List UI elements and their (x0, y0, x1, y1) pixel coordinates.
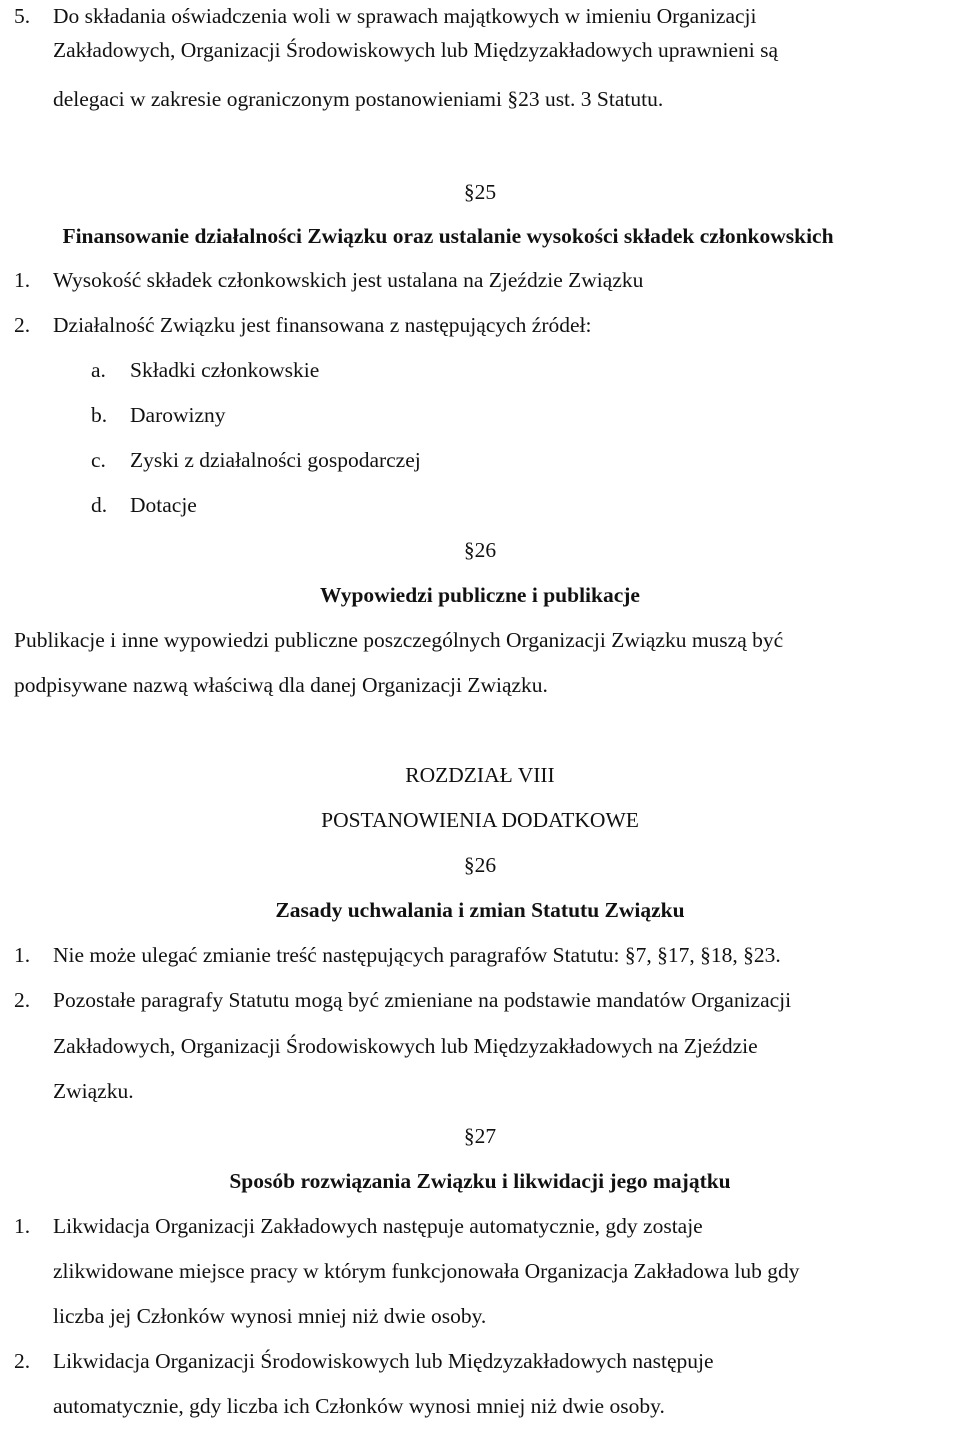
list-number: 1. (14, 268, 31, 292)
paragraph-line: Publikacje i inne wypowiedzi publiczne poszczególnych Organizacji Związku muszą być (14, 628, 784, 652)
list-subitem-text: Zyski z działalności gospodarczej (130, 448, 421, 472)
list-subitem-text: Darowizny (130, 403, 226, 427)
list-subitem-text: Składki członkowskie (130, 358, 320, 382)
list-item-text: Nie może ulegać zmianie treść następujących paragrafów Statutu: §7, §17, §18, §23. (53, 943, 781, 967)
list-letter: a. (91, 358, 106, 382)
list-item-text: Likwidacja Organizacji Zakładowych następuje automatycznie, gdy zostaje (53, 1214, 703, 1238)
list-letter: c. (91, 448, 106, 472)
list-number: 2. (14, 313, 31, 337)
paragraph-line: delegaci w zakresie ograniczonym postanowieniami §23 ust. 3 Statutu. (53, 87, 664, 111)
paragraph-line: Zakładowych, Organizacji Środowiskowych lub Międzyzakładowych uprawnieni są (53, 38, 779, 62)
chapter-subtitle: POSTANOWIENIA DODATKOWE (321, 808, 639, 832)
list-number: 2. (14, 1349, 31, 1373)
section-number: §27 (463, 1124, 497, 1148)
list-number: 1. (14, 943, 31, 967)
list-item-text: Zakładowych, Organizacji Środowiskowych lub Międzyzakładowych na Zjeździe (53, 1034, 758, 1058)
list-letter: b. (91, 403, 108, 427)
list-item-text: Pozostałe paragrafy Statutu mogą być zmieniane na podstawie mandatów Organizacji (53, 988, 792, 1012)
list-number: 1. (14, 1214, 31, 1238)
list-item-text: automatycznie, gdy liczba ich Członków wynosi mniej niż dwie osoby. (53, 1394, 665, 1418)
paragraph-line: Do składania oświadczenia woli w sprawach majątkowych w imieniu Organizacji (53, 4, 757, 28)
list-item-text: liczba jej Członków wynosi mniej niż dwie osoby. (53, 1304, 487, 1328)
list-item-text: Związku. (53, 1079, 134, 1103)
section-number: §26 (463, 853, 497, 877)
list-subitem-text: Dotacje (130, 493, 197, 517)
section-heading: Wypowiedzi publiczne i publikacje (320, 583, 640, 607)
paragraph-line: podpisywane nazwą właściwą dla danej Organizacji Związku. (14, 673, 548, 697)
list-item-text: zlikwidowane miejsce pracy w którym funkcjonowała Organizacja Zakładowa lub gdy (53, 1259, 800, 1283)
chapter-title: ROZDZIAŁ VIII (405, 763, 555, 787)
section-number: §26 (463, 538, 497, 562)
section-heading: Zasady uchwalania i zmian Statutu Związku (275, 898, 685, 922)
section-number: §25 (463, 180, 497, 204)
list-item-text: Likwidacja Organizacji Środowiskowych lub Międzyzakładowych następuje (53, 1349, 714, 1373)
list-item-text: Działalność Związku jest finansowana z następujących źródeł: (53, 313, 592, 337)
list-item-text: Wysokość składek członkowskich jest ustalana na Zjeździe Związku (53, 268, 644, 292)
list-letter: d. (91, 493, 108, 517)
section-heading: Finansowanie działalności Związku oraz ustalanie wysokości składek członkowskich (62, 224, 834, 248)
list-number: 2. (14, 988, 31, 1012)
section-heading: Sposób rozwiązania Związku i likwidacji jego majątku (229, 1169, 731, 1193)
list-number: 5. (14, 4, 31, 28)
